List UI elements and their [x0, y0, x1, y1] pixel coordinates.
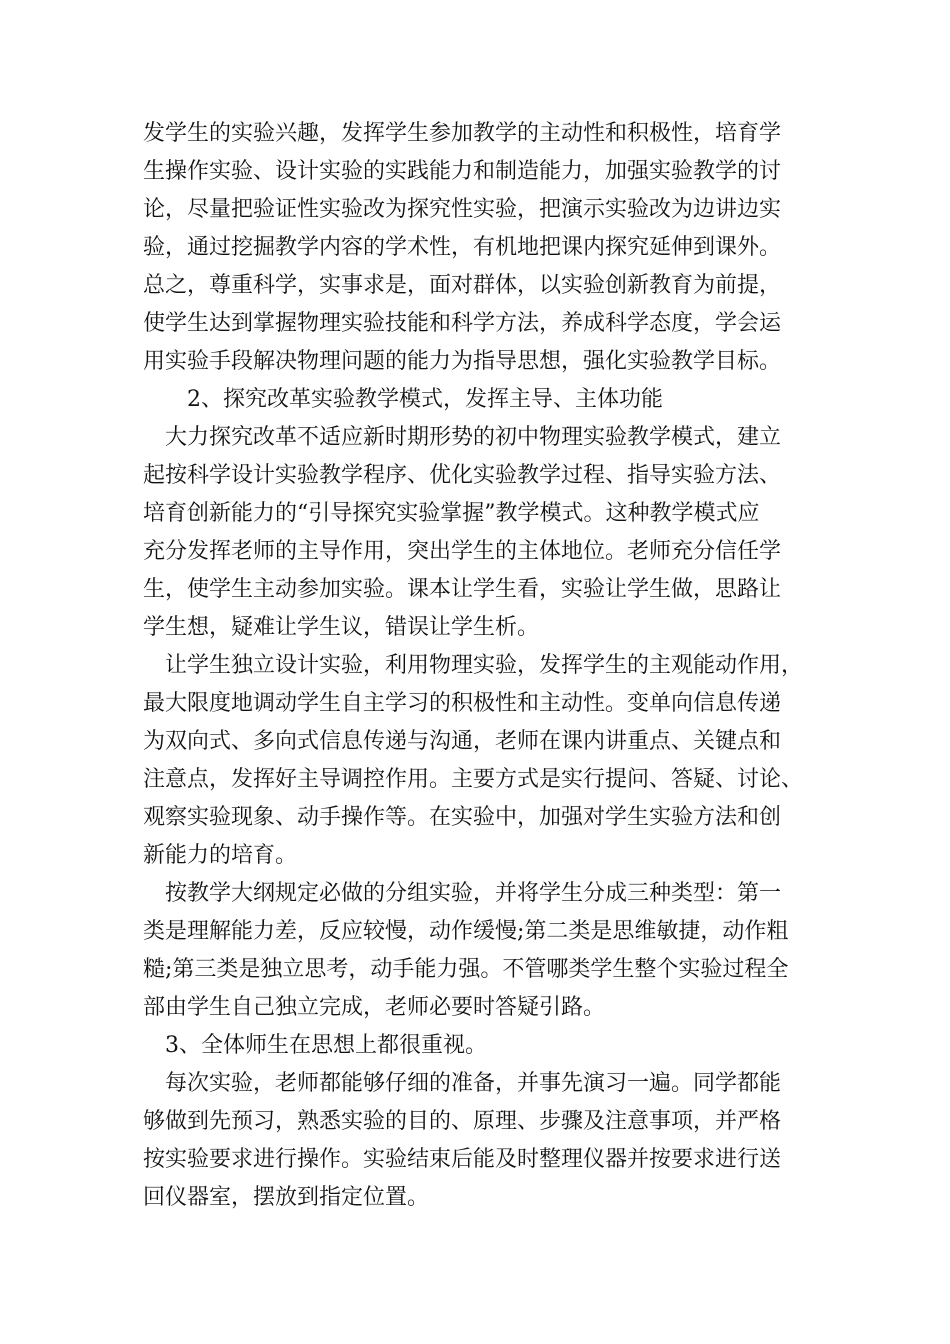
text-line: 每次实验，老师都能够仔细的准备，并事先演习一遍。同学都能	[165, 1071, 782, 1096]
text-line: 按实验要求进行操作。实验结束后能及时整理仪器并按要求进行送	[143, 1147, 782, 1172]
text-line: 新能力的培育。	[143, 843, 298, 868]
text-line: 生，使学生主动参加实验。课本让学生看，实验让学生做，思路让	[143, 577, 782, 602]
text-line: 用实验手段解决物理问题的能力为指导思想，强化实验教学目标。	[143, 349, 782, 374]
paragraph-independent-design	[143, 647, 818, 875]
heading-line: 3、全体师生在思想上都很重视。	[165, 1033, 487, 1058]
text-line: 验，通过挖掘教学内容的学术性，有机地把课内探究延伸到课外。	[143, 235, 782, 260]
text-line: 糙;第三类是独立思考，动手能力强。不管哪类学生整个实验过程全	[143, 957, 789, 982]
heading-line: 2、探究改革实验教学模式，发挥主导、主体功能	[187, 387, 663, 412]
text-line: 按教学大纲规定必做的分组实验，并将学生分成三种类型：第一	[165, 881, 782, 906]
text-line: 注意点，发挥好主导调控作用。主要方式是实行提问、答疑、讨论、	[143, 767, 804, 792]
text-line: 观察实验现象、动手操作等。在实验中，加强对学生实验方法和创	[143, 805, 782, 830]
text-line: 学生想，疑难让学生议，错误让学生析。	[143, 615, 540, 640]
text-line: 培育创新能力的“引导探究实验掌握”教学模式。这种教学模式应	[143, 501, 760, 526]
document-body	[143, 115, 818, 1217]
text-line: 充分发挥老师的主导作用，突出学生的主体地位。老师充分信任学	[143, 539, 782, 564]
paragraph-experiment-goals	[143, 115, 818, 381]
section-heading-3	[143, 1027, 818, 1065]
text-line: 让学生独立设计实验，利用物理实验，发挥学生的主观能动作用，	[165, 653, 804, 678]
text-line: 大力探究改革不适应新时期形势的初中物理实验教学模式，建立	[165, 425, 782, 450]
text-line: 类是理解能力差，反应较慢，动作缓慢;第二类是思维敏捷，动作粗	[143, 919, 789, 944]
text-line: 发学生的实验兴趣，发挥学生参加教学的主动性和积极性，培育学	[143, 121, 782, 146]
text-line: 部由学生自己独立完成，老师必要时答疑引路。	[143, 995, 606, 1020]
paragraph-teaching-model	[143, 419, 818, 647]
text-line: 生操作实验、设计实验的实践能力和制造能力，加强实验教学的讨	[143, 159, 782, 184]
text-line: 回仪器室，摆放到指定位置。	[143, 1185, 430, 1210]
text-line: 使学生达到掌握物理实验技能和科学方法，养成科学态度，学会运	[143, 311, 782, 336]
text-line: 最大限度地调动学生自主学习的积极性和主动性。变单向信息传递	[143, 691, 782, 716]
section-heading-2	[143, 381, 818, 419]
text-line: 够做到先预习，熟悉实验的目的、原理、步骤及注意事项，并严格	[143, 1109, 782, 1134]
paragraph-preparation	[143, 1065, 818, 1217]
paragraph-group-experiments	[143, 875, 818, 1027]
text-line: 为双向式、多向式信息传递与沟通，老师在课内讲重点、关键点和	[143, 729, 782, 754]
text-line: 起按科学设计实验教学程序、优化实验教学过程、指导实验方法、	[143, 463, 782, 488]
text-line: 论，尽量把验证性实验改为探究性实验，把演示实验改为边讲边实	[143, 197, 782, 222]
text-line: 总之，尊重科学，实事求是，面对群体，以实验创新教育为前提，	[143, 273, 782, 298]
